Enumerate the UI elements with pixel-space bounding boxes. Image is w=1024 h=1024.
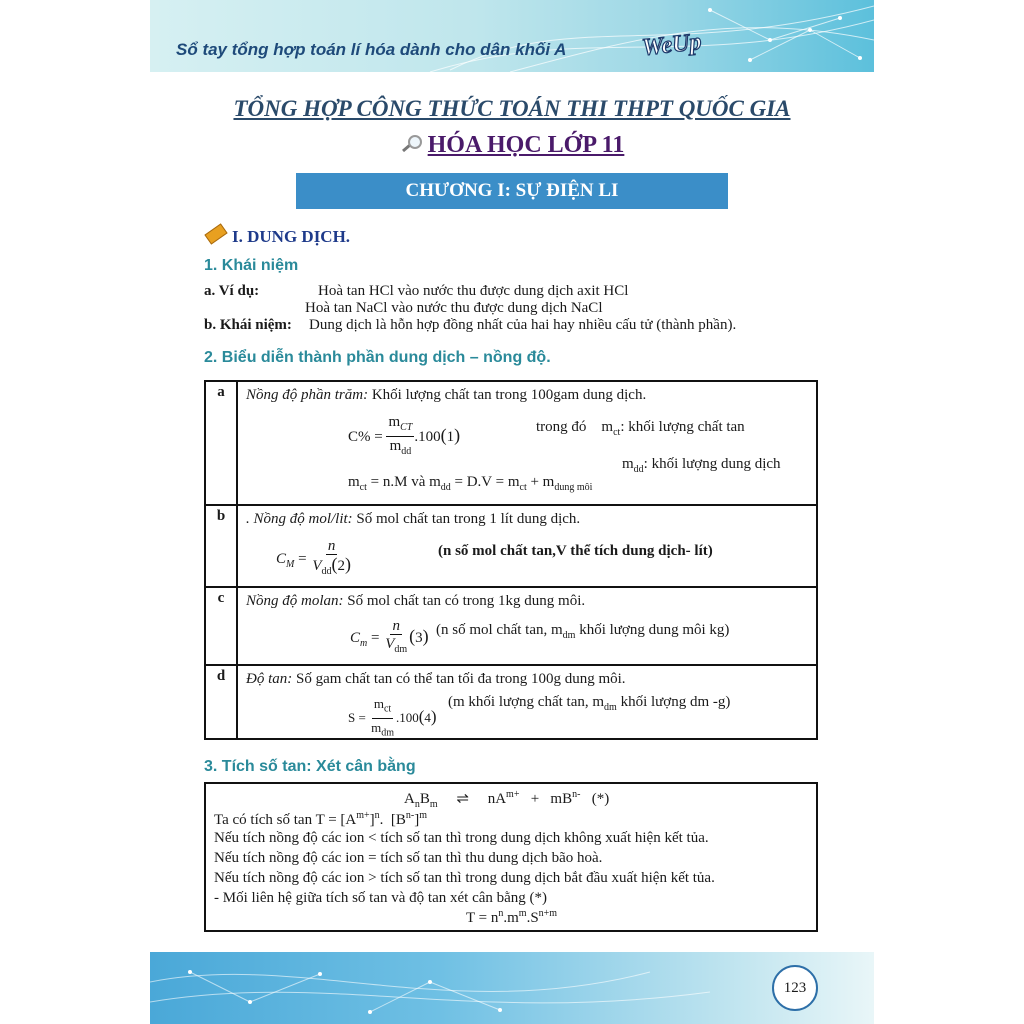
- subheading-concept: 1. Khái niệm: [204, 257, 299, 274]
- row-desc: Số gam chất tan có thể tan tối đa trong 100g dung môi.: [296, 671, 626, 687]
- mct-desc: : khối lượng chất tan: [620, 419, 745, 435]
- table-row: [205, 587, 817, 665]
- row-label: b: [205, 505, 237, 587]
- solubility-note: (m khối lượng chất tan, $m_{dm}$ khối lượng dm -g): [448, 694, 731, 713]
- where-label: trong đó: [536, 419, 587, 435]
- row-content: Nồng độ phần trăm: Khối lượng chất tan trong 100gam dung dịch. C% = $\frac{m_{CT}}{m_{dd}}$ .100(1) trong đó $m_{ct}$: khối lượng chất tan $m_{dd}$: khối lượng dung dịch $m_{ct} = n.M$ và $m_{dd} = D.V = m_{ct} + m_{dung môi}$: [237, 381, 817, 505]
- row-desc: Số mol chất tan có trong 1kg dung môi.: [347, 593, 586, 609]
- mdd-desc: : khối lượng dung dịch: [643, 456, 781, 472]
- section-heading: [206, 227, 350, 247]
- formula-molarity: $C_M$ = $\frac{n}{V_{dd}(2)}$: [276, 538, 351, 577]
- equilibrium-equation: $A_nB_m$ ⇌ $nA^{m+} + mB^{n-}$ (*): [404, 789, 610, 810]
- solubility-note-2: khối lượng dm -g): [616, 694, 731, 710]
- section-heading-text: I. DUNG DỊCH.: [232, 227, 351, 246]
- ksp-intro: Ta có tích số tan T =: [214, 812, 341, 828]
- header-title: Sổ tay tổng hợp toán lí hóa dành cho dân khối A: [176, 40, 567, 59]
- chapter-banner: CHƯƠNG I: SỰ ĐIỆN LI: [296, 173, 728, 209]
- solubility-note-1: (m khối lượng chất tan, m: [448, 694, 605, 710]
- formula-percent: C% = $\frac{m_{CT}}{m_{dd}}$ .100(1): [348, 414, 461, 457]
- molality-note: (n số mol chất tan, $m_{dm}$ khối lượng dung môi kg): [436, 622, 730, 641]
- row-label: c: [205, 587, 237, 665]
- row-label: d: [205, 665, 237, 739]
- footer-band: [150, 952, 874, 1024]
- page: [150, 0, 874, 1024]
- subheading-concentration: 2. Biểu diễn thành phần dung dịch – nồng độ.: [204, 349, 551, 366]
- ruler-icon: [204, 223, 227, 244]
- network-decoration: [150, 0, 874, 72]
- concept-text: Dung dịch là hỗn hợp đồng nhất của hai hay nhiều cấu tử (thành phần).: [309, 317, 737, 333]
- table-row: [205, 381, 817, 505]
- magnifier-icon: [400, 134, 424, 154]
- row-title: Nồng độ phần trăm:: [246, 387, 369, 403]
- row-title: Nồng độ molan:: [246, 593, 344, 609]
- page-number: 123: [772, 965, 818, 1011]
- example-line-1: Hoà tan HCl vào nước thu được dung dịch axit HCl: [318, 283, 629, 299]
- concept-label: b. Khái niệm:: [204, 317, 292, 333]
- ksp-line-4: - Mối liên hệ giữa tích số tan và độ tan xét cân bằng (*): [214, 890, 548, 906]
- sub-title-text: HÓA HỌC LỚP 11: [427, 132, 625, 158]
- row-desc: Khối lượng chất tan trong 100gam dung dịch.: [371, 387, 647, 403]
- row-title: Độ tan:: [246, 671, 293, 687]
- ksp-definition: Ta có tích số $\tan T = [A^{m+}]^n$. $[B^{n-}]^m$: [214, 810, 428, 828]
- ksp-relation: $T = n^n.m^m.S^{n+m}$: [466, 908, 558, 926]
- example-label: a. Ví dụ:: [204, 283, 260, 299]
- row-title: . Nồng độ mol/lit:: [246, 511, 353, 527]
- ksp-line-3: Nếu tích nồng độ các ion > tích số tan thì trong dung dịch bắt đầu xuất hiện kết tủa.: [214, 870, 715, 886]
- sub-title: [150, 132, 874, 159]
- row-desc: Số mol chất tan trong 1 lít dung dịch.: [356, 511, 581, 527]
- main-title: TỔNG HỢP CÔNG THỨC TOÁN THI THPT QUỐC GIA: [233, 96, 791, 121]
- row-label: a: [205, 381, 237, 505]
- weup-logo: WeUp: [640, 28, 703, 62]
- subheading-solubility-product: 3. Tích số tan: Xét cân bằng: [204, 758, 416, 775]
- solubility-product-box: [204, 782, 818, 932]
- table-row: [205, 665, 817, 739]
- row-content: [237, 505, 817, 587]
- molality-note-2: khối lượng dung môi kg): [575, 622, 730, 638]
- formula-solubility: S = $\frac{m_{ct}}{m_{dm}}$ .100(4): [348, 696, 437, 739]
- molarity-note: (n số mol chất tan,V thể tích dung dịch- lít): [438, 543, 713, 559]
- row-content: [237, 587, 817, 665]
- molality-note-1: (n số mol chất tan, m: [436, 622, 563, 638]
- ksp-line-2: Nếu tích nồng độ các ion = tích số tan thì thu dung dịch bão hoà.: [214, 850, 603, 866]
- table-row: [205, 505, 817, 587]
- concentration-table: [204, 380, 818, 740]
- formula-mass: $m_{ct} = n.M$ và $m_{dd} = D.V = m_{ct} + m_{dung môi}$: [348, 474, 593, 493]
- header-band: [150, 0, 874, 72]
- example-line-2: Hoà tan NaCl vào nước thu được dung dịch NaCl: [305, 300, 603, 316]
- network-decoration: [150, 952, 874, 1024]
- ksp-line-1: Nếu tích nồng độ các ion < tích số tan thì trong dung dịch không xuất hiện kết tủa.: [214, 830, 709, 846]
- row-content: [237, 665, 817, 739]
- formula-molality: $C_m$ = $\frac{n}{V_{dm}}$ (3): [350, 618, 429, 655]
